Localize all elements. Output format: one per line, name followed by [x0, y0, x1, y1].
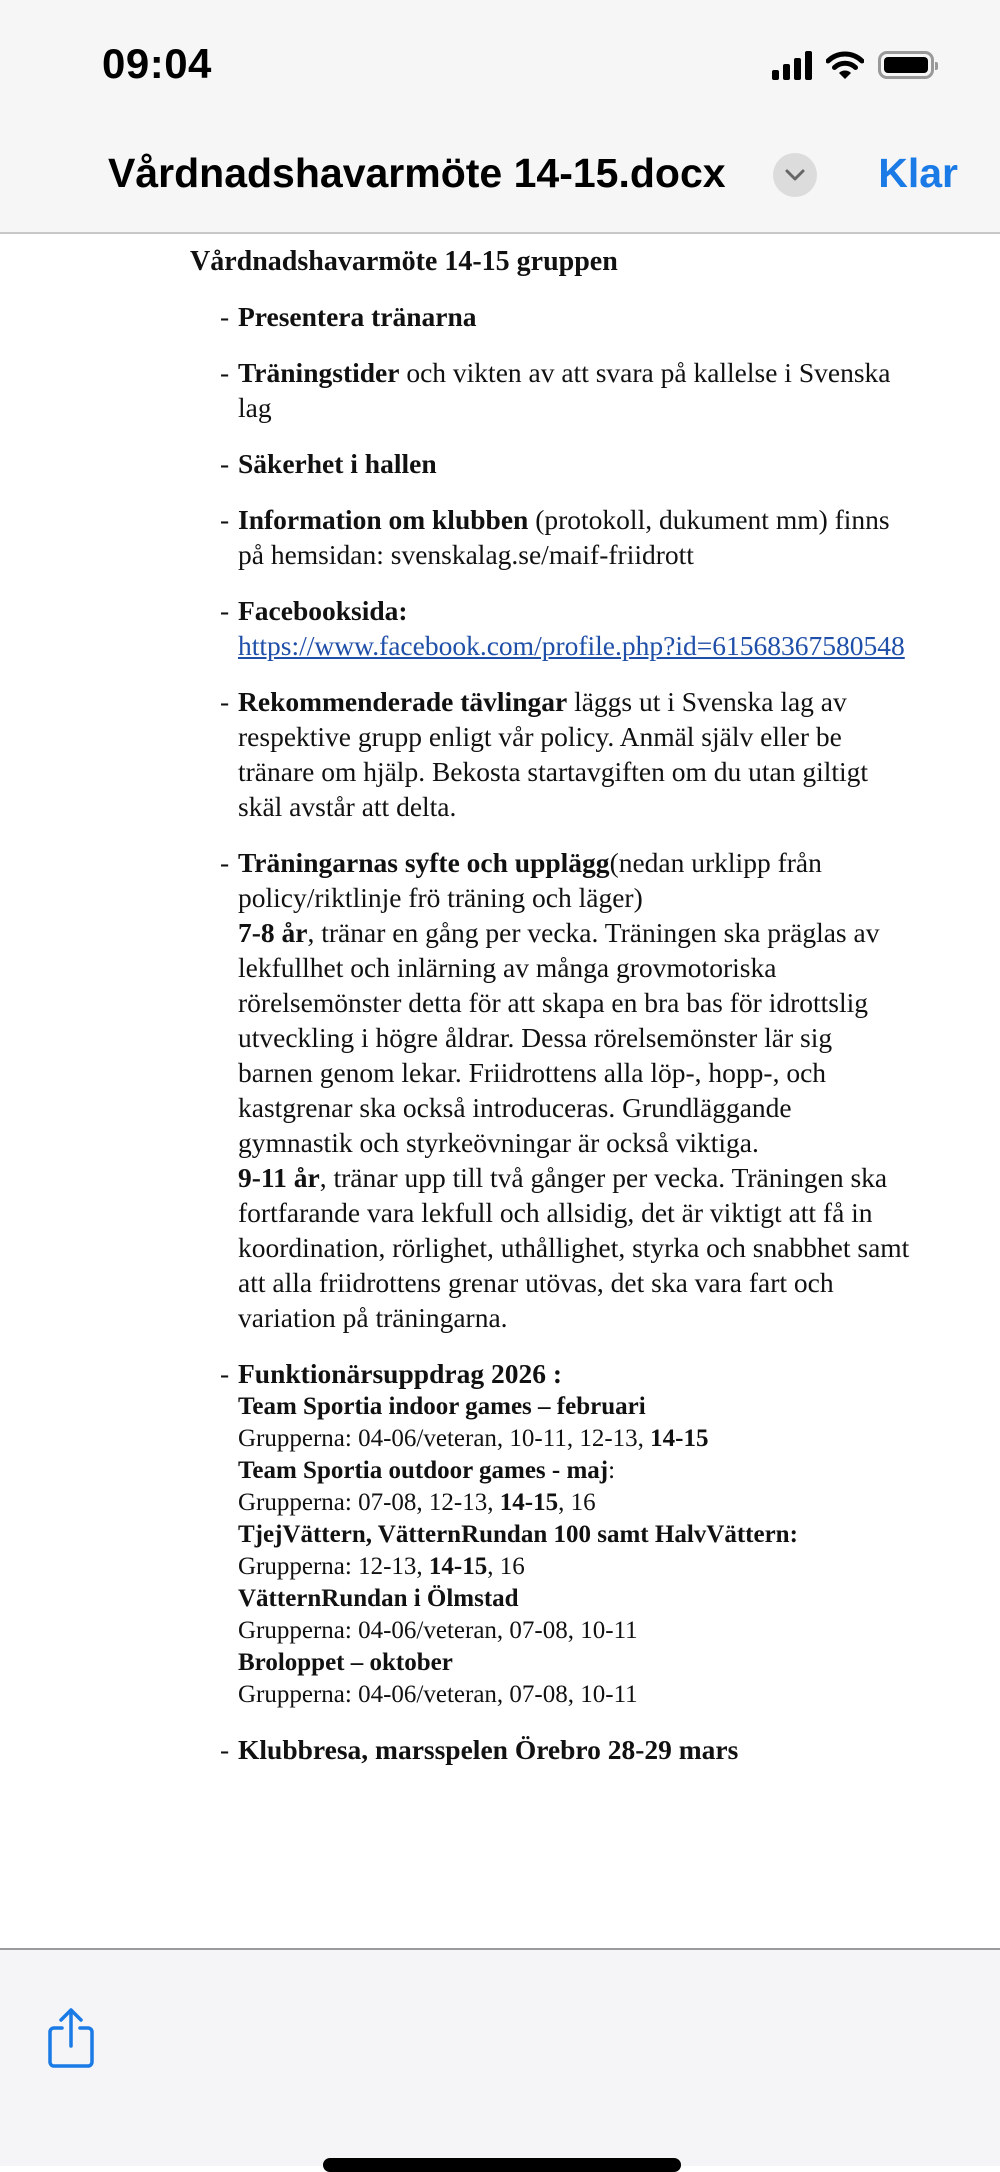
bottom-toolbar [0, 1948, 1000, 2166]
agenda-item: - Information om klubben (protokoll, dukument mm) finns på hemsidan: svenskalag.se/maif-friidrott [220, 504, 890, 570]
agenda-item: - Träningarnas syfte och upplägg(nedan urklipp från policy/riktlinje frö träning och läger) 7-8 år, tränar en gång per vecka. Träningen ska präglas av lekfullhet och inlärning av många grovmotoriska rörelsemönster detta för att skapa en bra bas för idrottslig utveckling i högre åldrar. Dessa rörelsemönster lär sig barnen genom lekar. Friidrottens alla löp-, hopp-, och kastgrenar ska också introduceras. Grundläggande gymnastik och styrkeövningar är också viktiga. 9-11 år, tränar upp till två gånger per vecka. Träningen ska fortfarande vara lekfull och allsidig, det är viktigt att få in koordination, rörlighet, uthållighet, styrka och snabbhet samt att alla friidrottens grenar utövas, det ska vara fart och variation på träningarna. [220, 847, 910, 1333]
document-body [190, 242, 910, 1788]
event-entry: Team Sportia outdoor games - maj: Grupperna: 07-08, 12-13, 14-15, 16 [238, 1457, 616, 1516]
title-menu-button[interactable] [773, 153, 817, 197]
status-time: 09:04 [102, 40, 212, 87]
chevron-down-icon [785, 169, 805, 181]
agenda-item: - Träningstider och vikten av att svara på kallelse i Svenska lag [220, 357, 891, 423]
agenda-item: - Presentera tränarna [220, 301, 477, 332]
share-icon [46, 2006, 96, 2070]
event-entry: Team Sportia indoor games – februari Grupperna: 04-06/veteran, 10-11, 12-13, 14-15 [238, 1393, 709, 1452]
cellular-signal-icon [772, 50, 812, 80]
document-heading: Vårdnadshavarmöte 14-15 gruppen [190, 246, 618, 277]
event-entry: Broloppet – oktober Grupperna: 04-06/veteran, 07-08, 10-11 [238, 1649, 638, 1708]
top-bar [0, 0, 1000, 234]
agenda-item: - Säkerhet i hallen [220, 448, 437, 479]
home-indicator [323, 2158, 681, 2172]
document-title: Vårdnadshavarmöte 14-15.docx [108, 150, 726, 196]
status-icons [772, 50, 934, 80]
done-button[interactable]: Klar [878, 150, 958, 196]
battery-icon [878, 51, 934, 79]
wifi-icon [826, 50, 864, 80]
event-entry: VätternRundan i Ölmstad Grupperna: 04-06/veteran, 07-08, 10-11 [238, 1585, 638, 1644]
agenda-item: - Funktionärsuppdrag 2026 : Team Sportia indoor games – februari Grupperna: 04-06/veteran, 10-11, 12-13, 14-15 Team Sportia outdoor games - maj: Grupperna: 07-08, 12-13, 14-15, 16 TjejVättern, VätternRundan 100 samt HalvVättern: Grupperna: 12-13, 14-15, 16 VätternRundan i Ölmstad Grupperna: 04-06/veteran, 07-08, 10-11 Broloppet – oktober Grupperna: 04-06/veteran, 07-08, 10-11 [190, 1356, 910, 1711]
event-list [238, 1391, 910, 1711]
facebook-link[interactable]: https://www.facebook.com/profile.php?id=61568367580548 [238, 630, 905, 661]
agenda-item: - Rekommenderade tävlingar läggs ut i Svenska lag av respektive grupp enligt vår policy. Anmäl själv eller be tränare om hjälp. Bekosta startavgiften om du utan giltigt skäl avstår att delta. [220, 686, 869, 822]
agenda-item: - Klubbresa, marsspelen Örebro 28-29 mars [220, 1734, 739, 1765]
agenda-item: - Facebooksida: https://www.facebook.com/profile.php?id=61568367580548 [220, 595, 905, 661]
share-button[interactable] [46, 2006, 96, 2075]
event-entry: TjejVättern, VätternRundan 100 samt HalvVättern: Grupperna: 12-13, 14-15, 16 [238, 1521, 798, 1580]
